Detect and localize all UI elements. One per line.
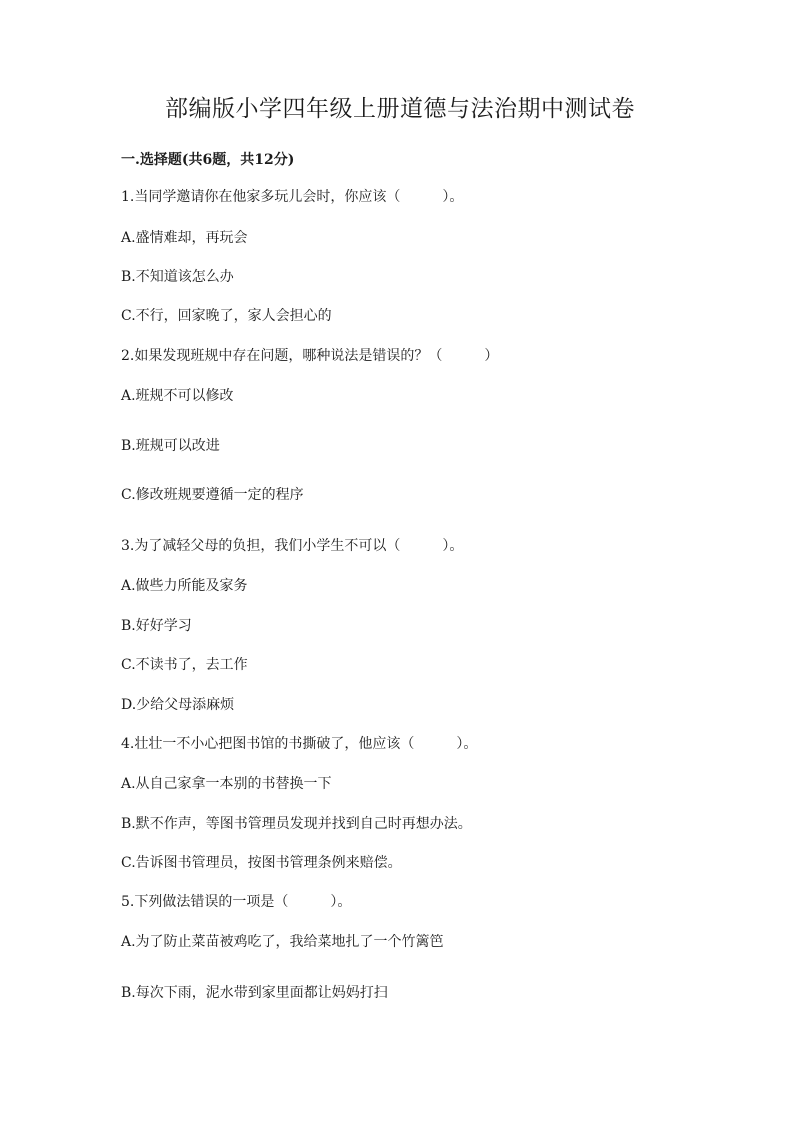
q2-option-b: B.班规可以改进 xyxy=(121,438,220,454)
question-3: 3.为了减轻父母的负担，我们小学生不可以（ ）。 xyxy=(121,538,464,554)
q3-option-b: B.好好学习 xyxy=(121,618,192,634)
document-title: 部编版小学四年级上册道德与法治期中测试卷 xyxy=(165,96,635,122)
q1-option-a: A.盛情难却，再玩会 xyxy=(121,230,248,246)
q4-option-a: A.从自己家拿一本别的书替换一下 xyxy=(121,776,332,792)
q3-option-d: D.少给父母添麻烦 xyxy=(121,697,235,713)
q2-option-c: C.修改班规要遵循一定的程序 xyxy=(121,487,304,503)
q4-option-b: B.默不作声，等图书管理员发现并找到自己时再想办法。 xyxy=(121,816,472,832)
q3-option-c: C.不读书了，去工作 xyxy=(121,657,248,673)
q1-option-b: B.不知道该怎么办 xyxy=(121,269,234,285)
question-5: 5.下列做法错误的一项是（ ）。 xyxy=(121,894,352,910)
q4-option-c: C.告诉图书管理员，按图书管理条例来赔偿。 xyxy=(121,855,402,871)
question-4: 4.壮壮一不小心把图书馆的书撕破了，他应该（ ）。 xyxy=(121,736,478,752)
section-heading: 一.选择题(共6题，共12分) xyxy=(121,152,295,168)
q1-option-c: C.不行，回家晚了，家人会担心的 xyxy=(121,308,332,324)
question-2: 2.如果发现班规中存在问题，哪种说法是错误的？（ ） xyxy=(121,348,499,364)
q5-option-b: B.每次下雨，泥水带到家里面都让妈妈打扫 xyxy=(121,985,388,1001)
question-1: 1.当同学邀请你在他家多玩儿会时，你应该（ ）。 xyxy=(121,189,464,205)
q2-option-a: A.班规不可以修改 xyxy=(121,388,234,404)
q5-option-a: A.为了防止菜苗被鸡吃了，我给菜地扎了一个竹篱笆 xyxy=(121,934,444,950)
q3-option-a: A.做些力所能及家务 xyxy=(121,578,248,594)
